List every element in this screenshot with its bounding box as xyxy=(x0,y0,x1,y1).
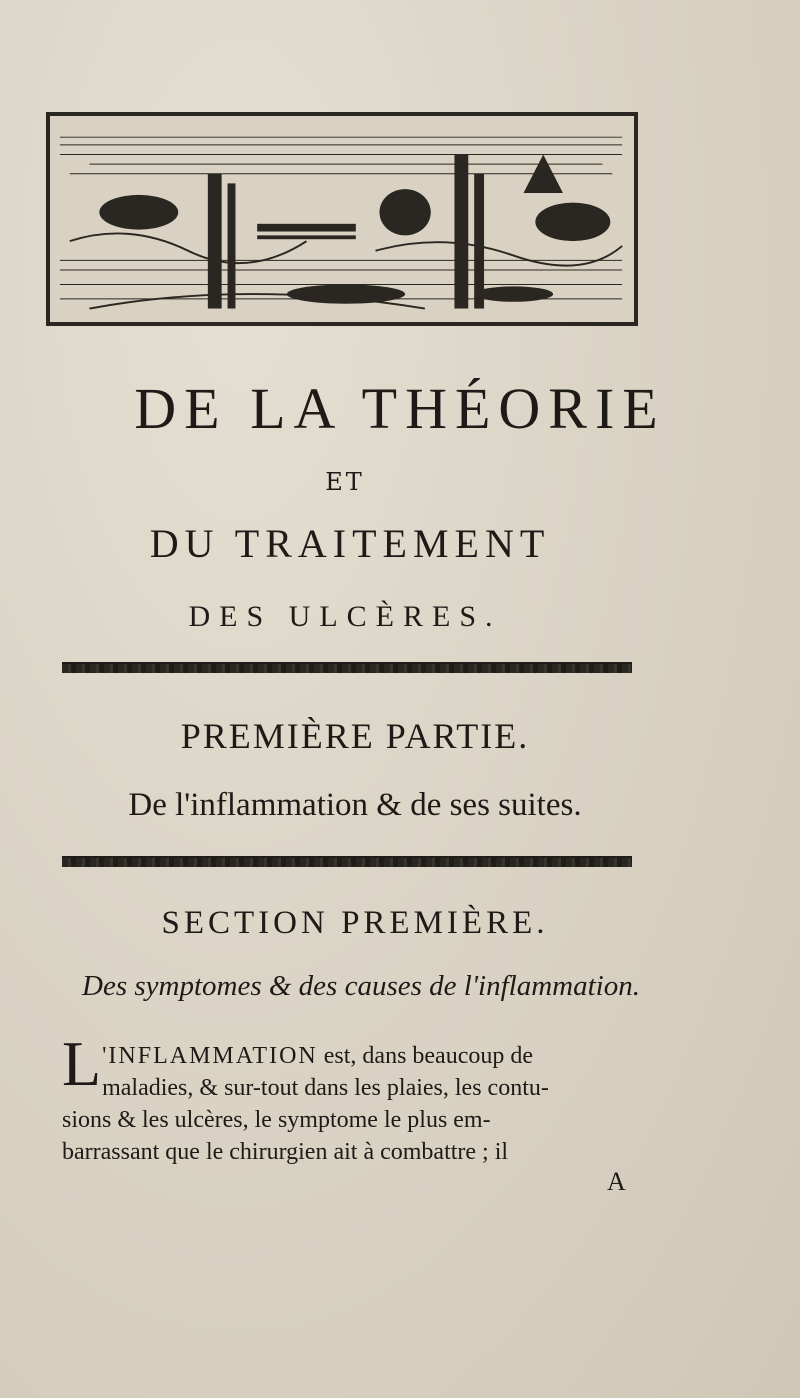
body-line: barrassant que le chirurgien ait à combattre ; il xyxy=(62,1139,509,1165)
body-line: maladies, & sur-tout dans les plaies, les contu- xyxy=(102,1075,549,1101)
section-heading: SECTION PREMIÈRE. xyxy=(161,905,549,941)
engraved-headpiece xyxy=(46,112,638,326)
ornamental-rule xyxy=(62,662,632,673)
title-line-ulceres: DES ULCÈRES. xyxy=(188,600,502,633)
body-line: sions & les ulcères, le symptome le plus em- xyxy=(62,1107,491,1133)
body-line-caps: 'INFLAMMATION xyxy=(102,1043,318,1069)
body-paragraph xyxy=(62,1028,672,1168)
title-line-et: ET xyxy=(325,468,365,496)
signature-mark: A xyxy=(607,1167,626,1196)
section-subtitle: Des symptomes & des causes de l'inflammation. xyxy=(82,970,640,1002)
body-line xyxy=(62,1040,672,1072)
title-line-theorie: DE LA THÉORIE xyxy=(134,376,666,441)
title-line-traitement: DU TRAITEMENT xyxy=(149,521,551,566)
body-line-rest: est, dans beaucoup de xyxy=(317,1043,534,1069)
drop-cap: L xyxy=(62,1028,102,1099)
part-subtitle: De l'inflammation & de ses suites. xyxy=(128,787,582,823)
ornamental-rule xyxy=(62,856,632,867)
landscape-engraving-icon xyxy=(50,116,634,322)
part-heading: PREMIÈRE PARTIE. xyxy=(180,716,530,756)
